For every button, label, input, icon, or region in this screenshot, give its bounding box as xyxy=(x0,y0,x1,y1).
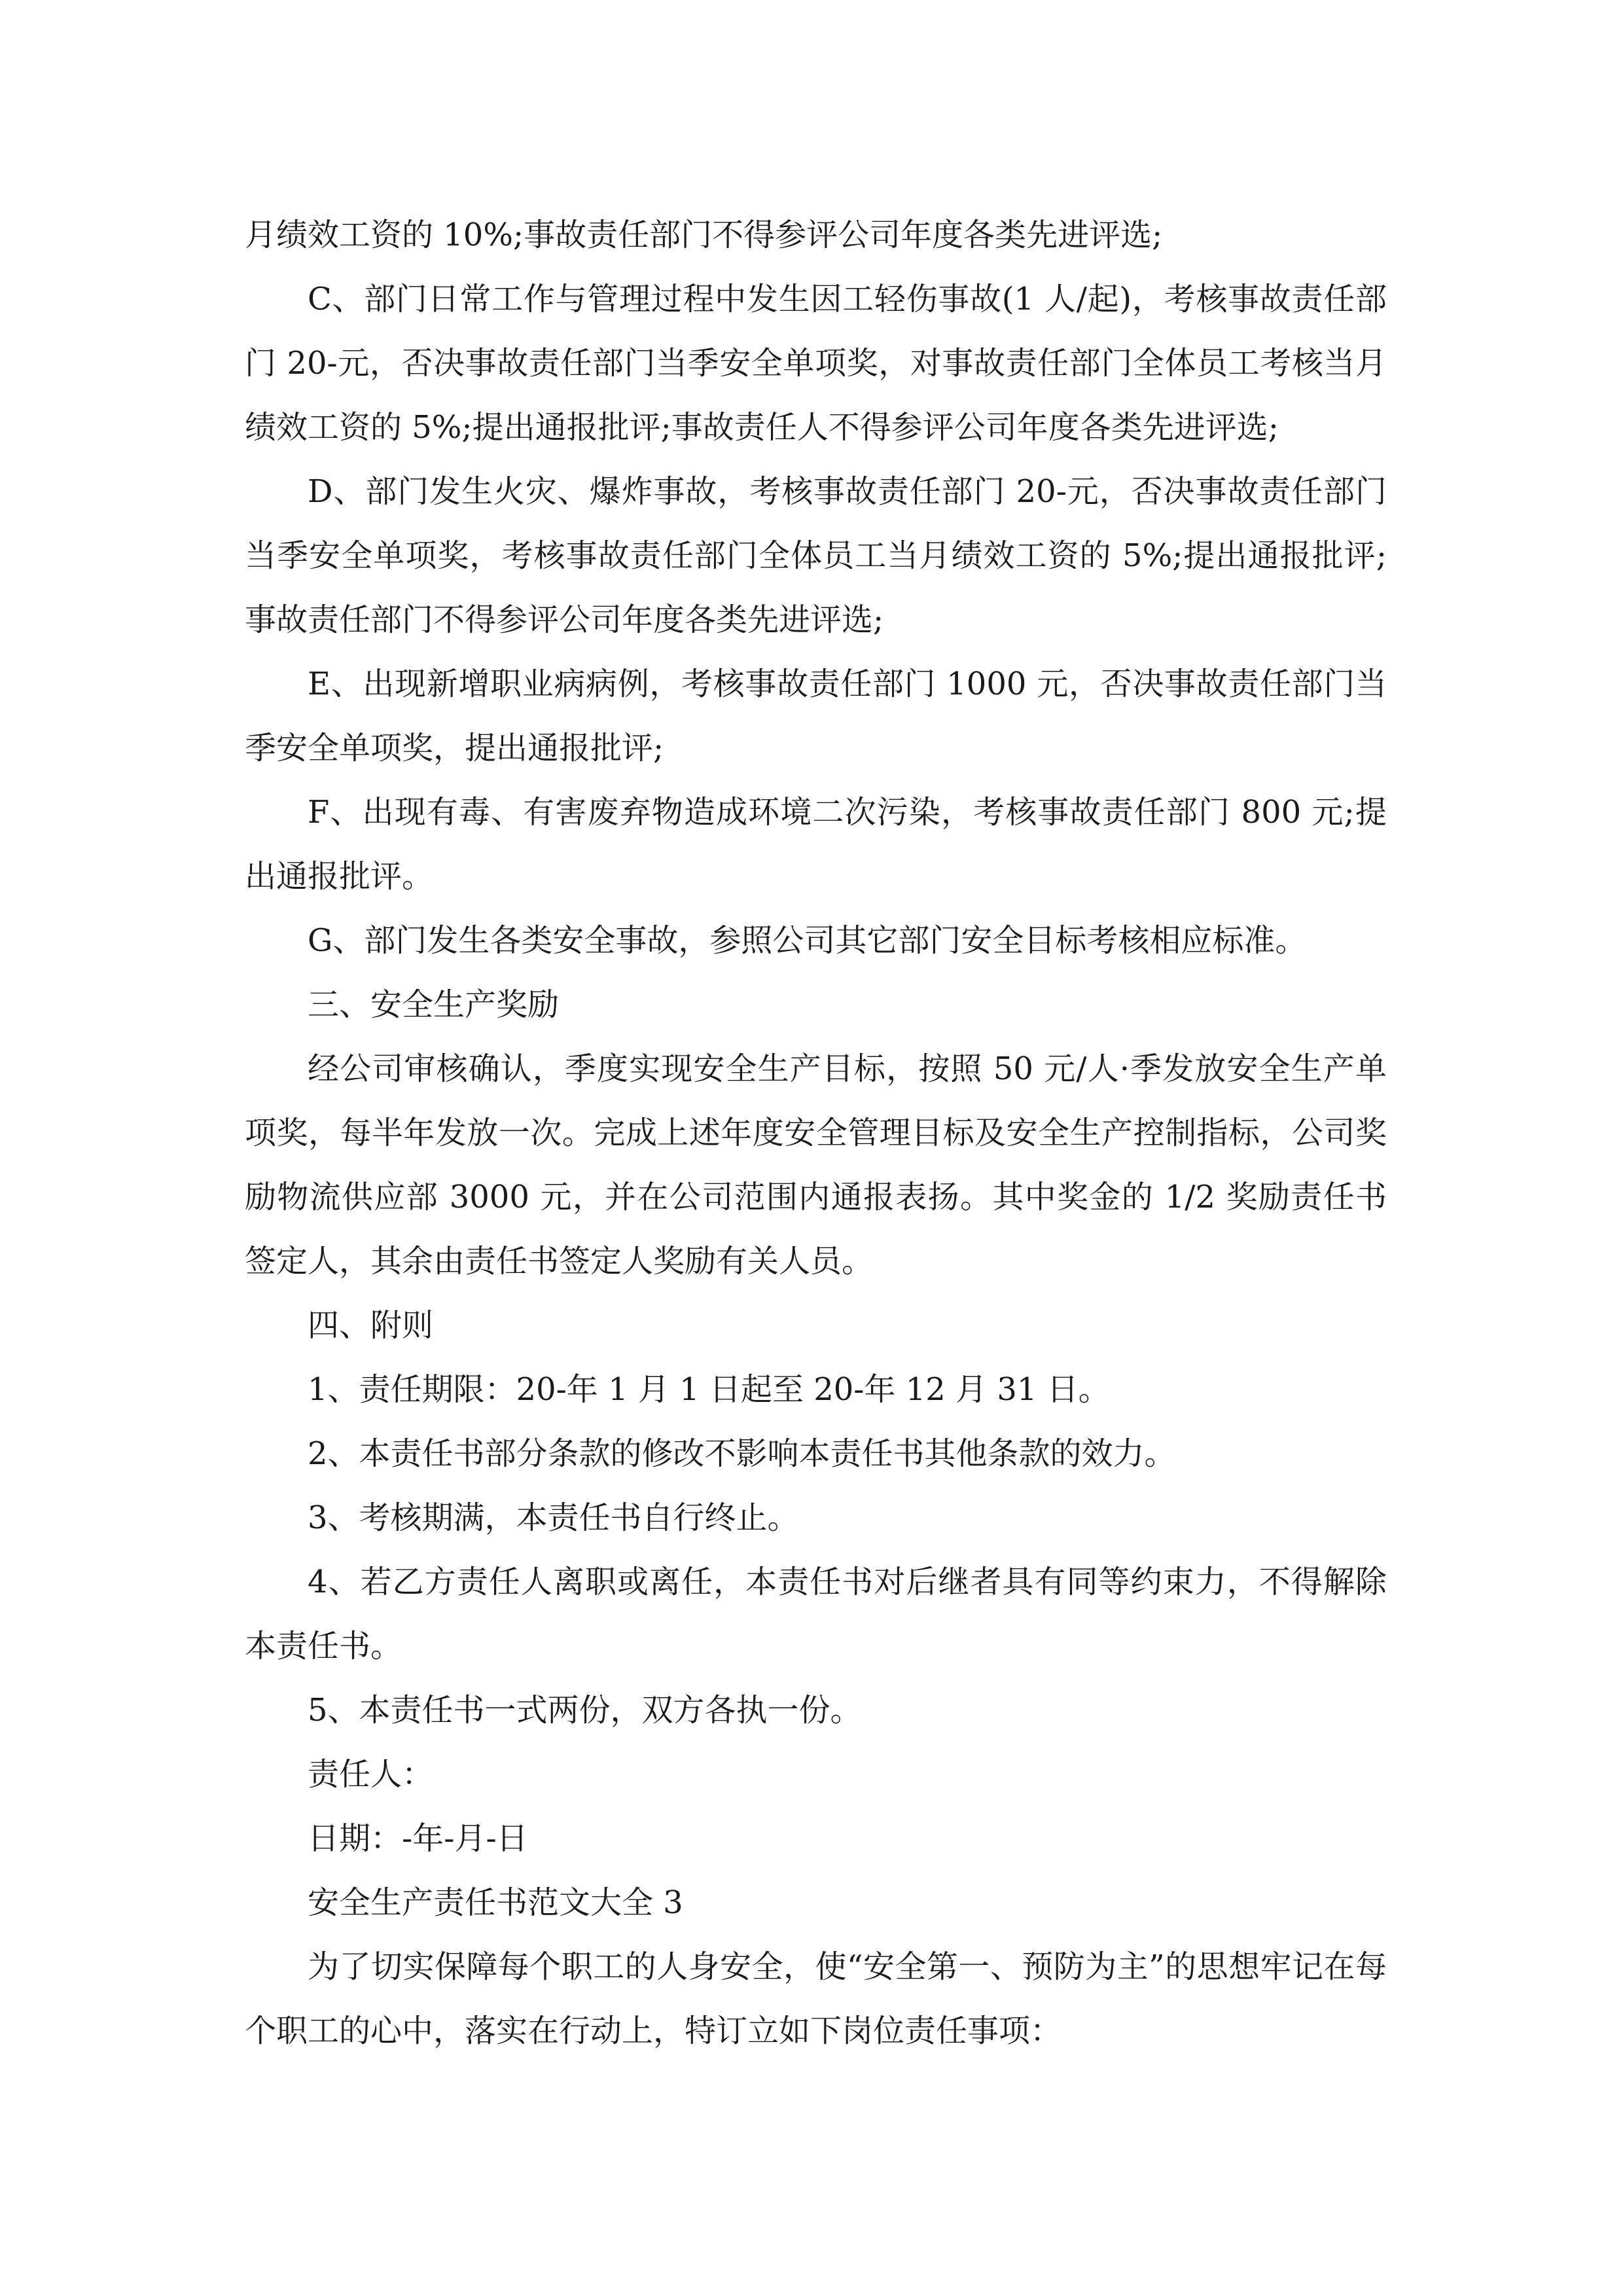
appendix-item-5: 5、本责任书一式两份，双方各执一份。 xyxy=(308,1692,862,1729)
paragraph-intro: 为了切实保障每个职工的人身安全，使“安全第一、预防为主”的思想牢记在每个职工的心中，落实在行动上，特订立如下岗位责任事项： xyxy=(245,1948,1387,2049)
paragraph-item-g: G、部门发生各类安全事故，参照公司其它部门安全目标考核相应标准。 xyxy=(308,922,1307,959)
paragraph-continuation: 月绩效工资的 10%;事故责任部门不得参评公司年度各类先进评选; xyxy=(245,217,1163,253)
paragraph-item-e: E、出现新增职业病病例，考核事故责任部门 1000 元，否决事故责任部门当季安全单项奖，提出通报批评; xyxy=(245,666,1387,766)
appendix-item-4: 4、若乙方责任人离职或离任，本责任书对后继者具有同等约束力，不得解除本责任书。 xyxy=(245,1564,1387,1664)
document-title-3: 安全生产责任书范文大全 3 xyxy=(308,1884,683,1921)
signature-line: 责任人： xyxy=(308,1756,434,1793)
paragraph-reward: 经公司审核确认，季度实现安全生产目标，按照 50 元/人·季发放安全生产单项奖，每半年发放一次。完成上述年度安全管理目标及安全生产控制指标，公司奖励物流供应部 3000 元，并在公司范围内通报表扬。其中奖金的 1/2 奖励责任书签定人，其余由责任书签定人奖励有关人员。 xyxy=(245,1050,1387,1280)
appendix-item-1: 1、责任期限：20-年 1 月 1 日起至 20-年 12 月 31 日。 xyxy=(308,1371,1110,1408)
paragraph-item-d: D、部门发生火灾、爆炸事故，考核事故责任部门 20-元，否决事故责任部门当季安全单项奖，考核事故责任部门全体员工当月绩效工资的 5%;提出通报批评;事故责任部门不得参评公司年度各类先进评选; xyxy=(245,473,1387,638)
date-line: 日期：-年-月-日 xyxy=(308,1820,528,1857)
section-heading-reward: 三、安全生产奖励 xyxy=(308,986,560,1023)
paragraph-item-c: C、部门日常工作与管理过程中发生因工轻伤事故(1 人/起)，考核事故责任部门 20-元，否决事故责任部门当季安全单项奖，对事故责任部门全体员工考核当月绩效工资的 5%;提出通报批评;事故责任人不得参评公司年度各类先进评选; xyxy=(245,281,1387,446)
document-body xyxy=(245,203,1387,2063)
section-heading-appendix: 四、附则 xyxy=(308,1307,434,1344)
appendix-item-3: 3、考核期满，本责任书自行终止。 xyxy=(308,1499,799,1536)
paragraph-item-f: F、出现有毒、有害废弃物造成环境二次污染，考核事故责任部门 800 元;提出通报批评。 xyxy=(245,794,1387,895)
appendix-item-2: 2、本责任书部分条款的修改不影响本责任书其他条款的效力。 xyxy=(308,1435,1176,1472)
